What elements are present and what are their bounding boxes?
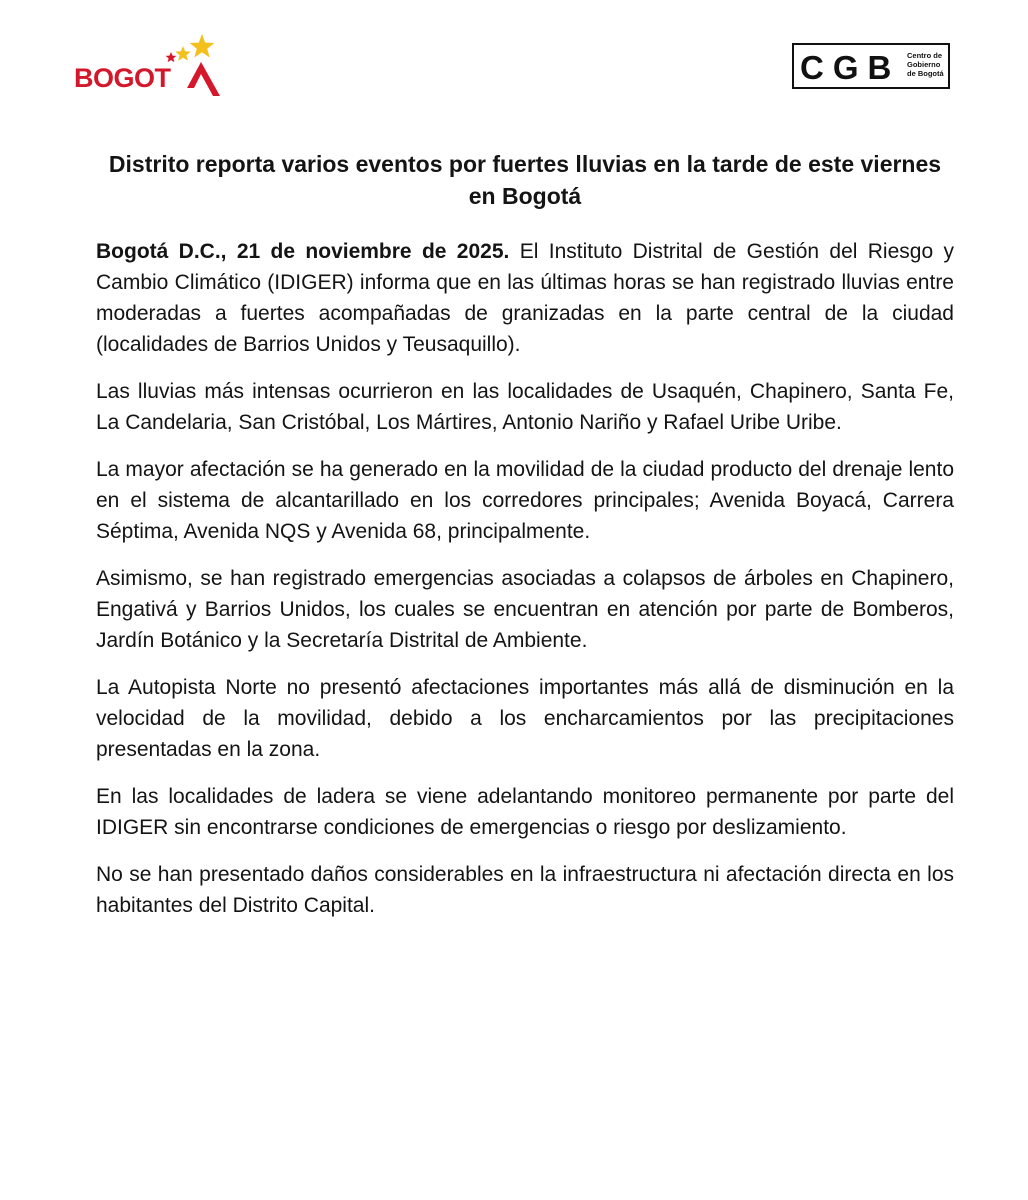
press-release-body <box>96 236 954 937</box>
paragraph-4: Asimismo, se han registrado emergencias asociadas a colapsos de árboles en Chapinero, Engativá y Barrios Unidos, los cuales se encuentran en atención por parte de Bomberos, Jardín Botánico y la Secretaría Distrital de Ambiente. <box>96 567 954 652</box>
svg-text:Gobierno: Gobierno <box>907 60 941 69</box>
stylized-a-mark <box>187 62 220 96</box>
paragraph-5: La Autopista Norte no presentó afectaciones importantes más allá de disminución en la velocidad de la movilidad, debido a los encharcamientos por las precipitaciones presentadas en la zona. <box>96 676 954 761</box>
paragraph-1 <box>96 236 954 360</box>
paragraph-3: La mayor afectación se ha generado en la movilidad de la ciudad producto del drenaje lento en el sistema de alcantarillado en los corredores principales; Avenida Boyacá, Carrera Séptima, Avenida NQS y Avenida 68, principalmente. <box>96 458 954 543</box>
star-icon <box>175 46 191 61</box>
svg-text:CGB: CGB <box>800 49 901 86</box>
bogota-logo <box>74 30 224 100</box>
paragraph-7: No se han presentado daños considerables en la infraestructura ni afectación directa en los habitantes del Distrito Capital. <box>96 863 954 917</box>
svg-text:BOGOT: BOGOT <box>74 63 171 93</box>
dateline: Bogotá D.C., 21 de noviembre de 2025. <box>96 240 510 263</box>
svg-text:de Bogotá: de Bogotá <box>907 69 944 78</box>
paragraph-1-text: El Instituto Distrital de Gestión del Riesgo y Cambio Climático (IDIGER) informa que en las últimas horas se han registrado lluvias entre moderadas a fuertes acompañadas de granizadas en la parte central de la ciudad (localidades de Barrios Unidos y Teusaquillo). <box>96 240 954 356</box>
svg-text:Centro de: Centro de <box>907 51 943 60</box>
bogota-logo-graphic <box>74 30 224 100</box>
paragraph-6: En las localidades de ladera se viene adelantando monitoreo permanente por parte del IDIGER sin encontrarse condiciones de emergencias o riesgo por deslizamiento. <box>96 785 954 839</box>
paragraph-2: Las lluvias más intensas ocurrieron en las localidades de Usaquén, Chapinero, Santa Fe, La Candelaria, San Cristóbal, Los Mártires, Antonio Nariño y Rafael Uribe Uribe. <box>96 380 954 434</box>
star-icon <box>190 34 215 58</box>
star-icon <box>166 52 177 62</box>
cgb-logo-graphic <box>792 43 950 89</box>
cgb-logo <box>792 43 950 89</box>
press-release-title: Distrito reporta varios eventos por fuertes lluvias en la tarde de este viernes en Bogotá <box>108 151 942 209</box>
